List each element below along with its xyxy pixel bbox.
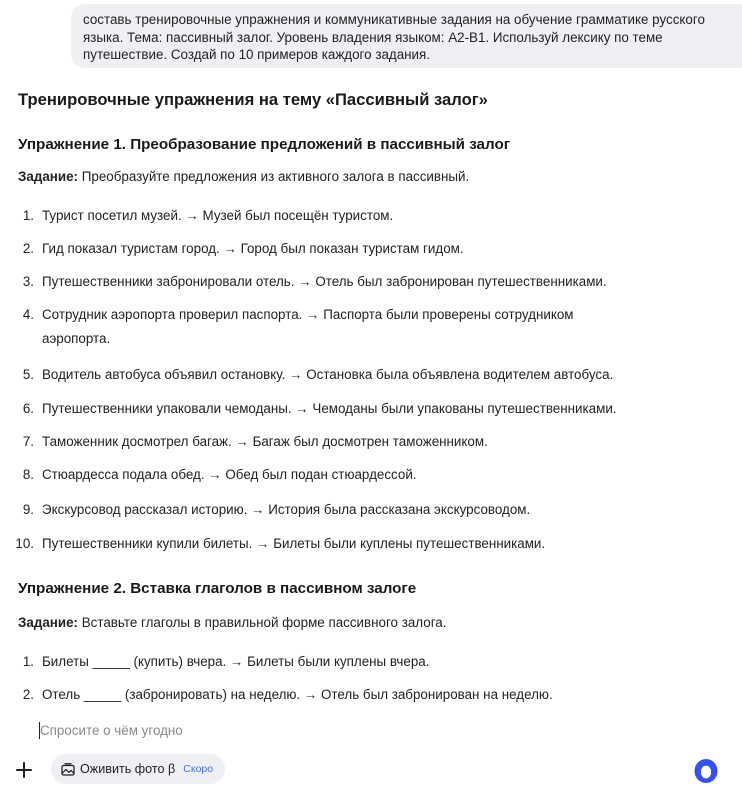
item-number: 10. — [15, 536, 34, 551]
item-number: 7. — [22, 434, 34, 449]
list-item — [0, 650, 690, 674]
task-text: Вставьте глаголы в правильной форме пассивного залога. — [81, 615, 447, 630]
item-text: Путешественники забронировали отель. → Отель был забронирован путешественниками. — [42, 274, 607, 289]
list-item — [0, 498, 690, 522]
task-text: Преобразуйте предложения из активного залога в пассивный. — [81, 169, 470, 184]
attach-button[interactable] — [10, 756, 38, 784]
message-input[interactable]: Спросите о чём угодно — [40, 723, 183, 738]
composer — [0, 712, 742, 793]
item-text: Гид показал туристам город. → Город был показан туристам гидом. — [42, 241, 464, 256]
task-label: Задание: — [18, 169, 79, 184]
exercise-1-heading: Упражнение 1. Преобразование предложений в пассивный залог — [18, 136, 511, 153]
item-number: 8. — [22, 467, 34, 482]
list-item — [0, 363, 690, 387]
list-item — [0, 532, 690, 556]
item-text: Экскурсовод рассказал историю. → История была рассказана экскурсоводом. — [42, 502, 531, 517]
answer-title: Тренировочные упражнения на тему «Пассивный залог» — [18, 90, 488, 109]
list-item — [0, 463, 690, 487]
list-item — [0, 397, 690, 421]
item-text: Путешественники упаковали чемоданы. → Чемоданы были упакованы путешественниками. — [42, 401, 617, 416]
list-item — [0, 204, 690, 228]
voice-assistant-button[interactable] — [690, 754, 722, 786]
list-item — [0, 683, 690, 707]
item-number: 3. — [22, 274, 34, 289]
item-text: Водитель автобуса объявил остановку. → Остановка была объявлена водителем автобуса. — [42, 367, 614, 382]
plus-icon — [15, 761, 33, 779]
task-label: Задание: — [18, 615, 79, 630]
animate-photo-button[interactable] — [51, 754, 225, 784]
list-item — [0, 270, 690, 294]
list-item — [0, 303, 640, 351]
item-number: 1. — [22, 208, 34, 223]
user-message-bubble — [71, 4, 742, 68]
item-number: 1. — [22, 654, 34, 669]
item-text: Билеты _____ (купить) вчера. → Билеты были куплены вчера. — [42, 654, 430, 669]
item-number: 6. — [22, 401, 34, 416]
exercise-2-task — [18, 615, 446, 630]
item-text: Стюардесса подала обед. → Обед был подан стюардессой. — [42, 467, 417, 482]
item-text: Путешественники купили билеты. → Билеты были куплены путешественниками. — [42, 536, 546, 551]
item-text: Турист посетил музей. → Музей был посещён туристом. — [42, 208, 394, 223]
item-number: 4. — [22, 307, 34, 322]
item-number: 9. — [22, 502, 34, 517]
item-text: Отель _____ (забронировать) на неделю. → Отель был забронирован на неделю. — [42, 687, 553, 702]
item-number: 5. — [22, 367, 34, 382]
exercise-2-heading: Упражнение 2. Вставка глаголов в пассивном залоге — [18, 580, 417, 597]
list-item — [0, 237, 690, 261]
photo-icon — [61, 763, 75, 776]
item-text: Сотрудник аэропорта проверил паспорта. → Паспорта были проверены сотрудником аэропорта. — [42, 307, 574, 346]
soon-badge: Скоро — [183, 763, 214, 775]
exercise-1-task — [18, 169, 469, 184]
item-number: 2. — [22, 687, 34, 702]
item-number: 2. — [22, 241, 34, 256]
animate-photo-label: Оживить фото β — [80, 762, 176, 776]
item-text: Таможенник досмотрел багаж. → Багаж был досмотрен таможенником. — [42, 434, 488, 449]
list-item — [0, 430, 690, 454]
user-message-text: составь тренировочные упражнения и коммуникативные задания на обучение грамматике русского языка. Тема: пассивный залог. Уровень владения языком: А2-В1. Используй лексику по теме путешествие. Создай по 10 примеров каждого задания. — [83, 12, 705, 63]
alice-icon — [692, 755, 720, 785]
